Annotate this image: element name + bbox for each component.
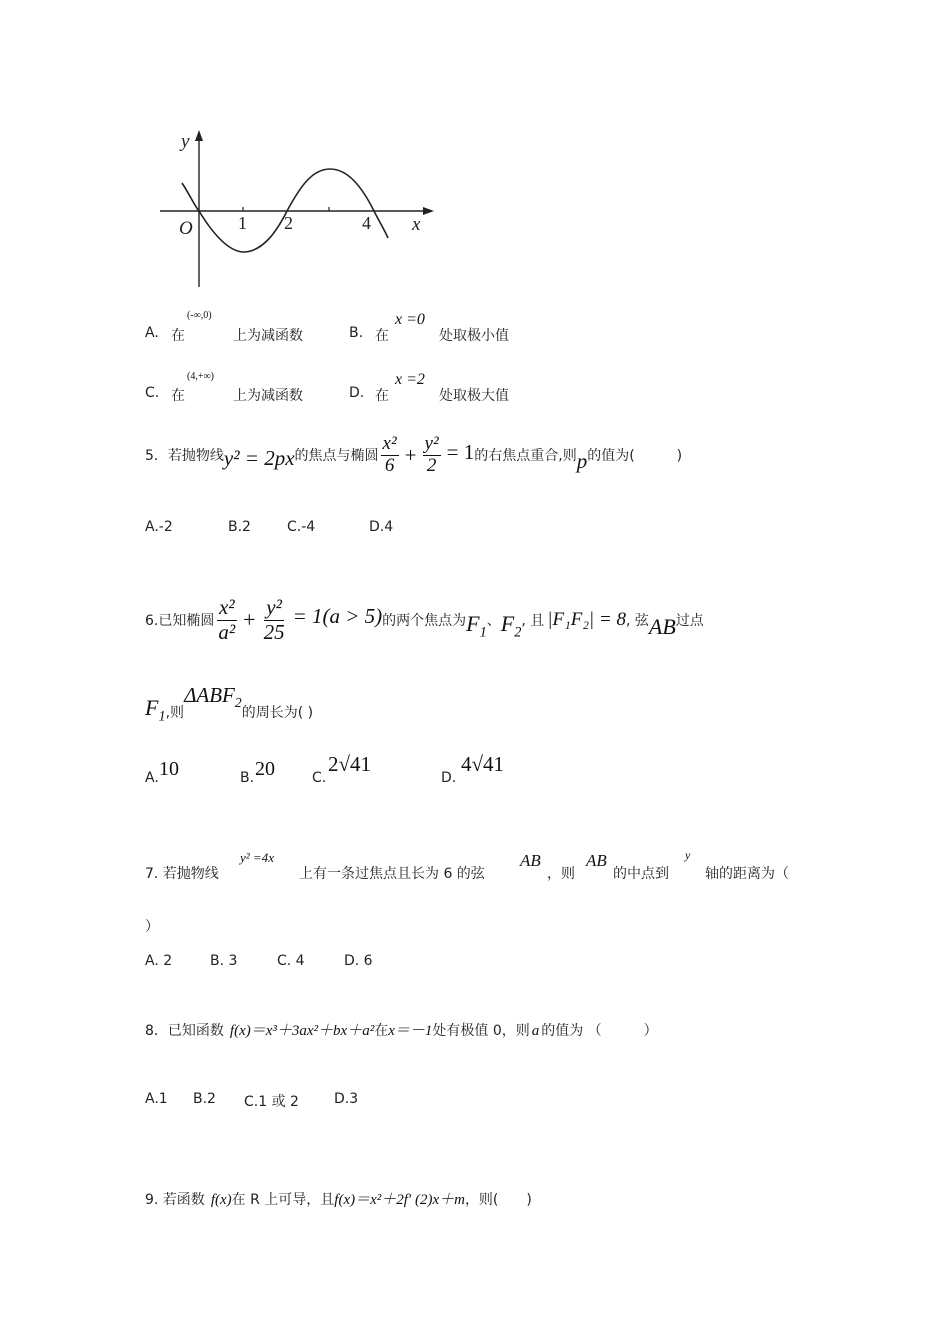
q7-end: 轴的距离为（	[705, 866, 789, 882]
q6-cond-pre: , 且	[521, 613, 545, 629]
tick-label-4: 4	[362, 213, 371, 233]
q7-mid3: 的中点到	[613, 866, 669, 882]
q6-option-c: C.	[312, 770, 327, 786]
q5-prefix: 5．若抛物线	[145, 448, 224, 464]
q6-option-a-value: 10	[159, 758, 179, 780]
q6-chord-post: 过点	[675, 613, 704, 629]
tick-label-2: 2	[284, 213, 293, 233]
q5-parabola: y² = 2px	[223, 445, 295, 470]
q9-mid: 在 R 上可导，且	[231, 1192, 335, 1208]
q5-option-a: A.-2	[145, 519, 173, 535]
option-d-prefix: D.	[349, 385, 365, 401]
q5-mid: 的焦点与椭圆	[294, 448, 379, 464]
question-5	[145, 425, 682, 485]
q7-parabola: y² =4x	[240, 850, 274, 865]
q6-f2-letter: F	[500, 610, 515, 636]
question-9	[145, 1188, 532, 1209]
q5-end: 的值为( )	[587, 448, 683, 464]
q6-chord: AB	[648, 614, 676, 639]
q5-option-c: C.-4	[287, 519, 316, 535]
q8-option-b: B.2	[193, 1091, 216, 1107]
q6-chord-pre: , 弦	[625, 613, 649, 629]
q9-func: f(x)	[210, 1192, 232, 1208]
q8-func: f(x)＝x³＋3ax²＋bx＋a²	[229, 1023, 375, 1039]
q6-frac2-num: y²	[266, 595, 282, 620]
q5-frac1-num: x²	[382, 432, 397, 454]
q8-option-c: C.1 或 2	[244, 1094, 299, 1110]
option-b-prefix: B.	[349, 325, 364, 341]
q7-option-a: A. 2	[145, 953, 173, 969]
q5-fraction-x	[381, 434, 399, 477]
q9-prefix: 9. 若函数	[145, 1192, 205, 1208]
q6-cond: |F₁F₂| = 8	[547, 609, 626, 630]
x-axis-arrow	[423, 207, 434, 215]
q5-frac1-den: 6	[384, 454, 395, 476]
q7-ab1: AB	[520, 851, 541, 870]
q9-end: ，则( )	[464, 1192, 532, 1208]
question-8	[145, 1019, 658, 1040]
option-a-interval: (-∞,0)	[187, 310, 212, 321]
y-axis-label: y	[181, 131, 190, 152]
q5-suffix: 的右焦点重合,则	[474, 448, 577, 464]
q6-line2-end: 的周长为( )	[241, 705, 314, 721]
x-axis-label: x	[412, 214, 421, 235]
q6-sep: 、	[486, 613, 501, 629]
q8-option-d: D.3	[334, 1091, 359, 1107]
q7-option-b: B. 3	[210, 953, 238, 969]
option-b-math: x =0	[395, 311, 425, 328]
option-c-mid: 在	[171, 388, 185, 404]
origin-label: O	[179, 218, 193, 239]
q5-option-d: D.4	[369, 519, 394, 535]
q6-f1: $F_1$	[466, 610, 487, 641]
function-graph	[150, 125, 440, 295]
q6-plus: +	[243, 607, 256, 632]
q6-fraction-x	[216, 596, 237, 643]
question-6-line2	[145, 682, 314, 725]
q7-y: y	[685, 848, 691, 862]
q6-prefix: 6.已知椭圆	[145, 613, 215, 629]
q8-option-a: A.1	[145, 1091, 168, 1107]
q7-prefix: 7. 若抛物线	[145, 866, 219, 882]
q6-line2-mid: ,则	[165, 705, 185, 721]
q5-fraction-y	[423, 434, 441, 477]
y-axis-arrow	[195, 130, 203, 141]
question-6	[145, 580, 704, 660]
q6-mid: 的两个焦点为	[382, 613, 467, 629]
q8-mid2: 处有极值 0，则	[432, 1023, 530, 1039]
tick-label-1: 1	[238, 213, 247, 233]
q8-end: 的值为 （ ）	[541, 1023, 658, 1039]
q9-expr: f(x)＝x²＋2f′ (2)x＋m	[334, 1192, 465, 1208]
q6-fraction-y	[262, 596, 287, 643]
q6-option-b: B.	[240, 770, 255, 786]
q6-eq-tail: = 1(a > 5)	[292, 603, 383, 628]
option-a-text: 上为减函数	[233, 328, 303, 344]
q5-var-p: p	[576, 448, 588, 473]
q6-option-c-value: 2√41	[328, 752, 372, 776]
q6-f1-letter: F	[466, 610, 480, 636]
option-c-prefix: C.	[145, 385, 160, 401]
q7-option-d: D. 6	[344, 953, 373, 969]
q6-triangle: $\Delta ABF_2$	[184, 682, 242, 710]
q6-triangle-text: ΔABF	[184, 682, 235, 707]
option-a-mid: 在	[171, 328, 185, 344]
q6-option-d: D.	[441, 770, 457, 786]
q8-mid: 在	[374, 1023, 389, 1039]
q8-var: a	[531, 1023, 540, 1039]
q6-frac1-den: a²	[218, 619, 236, 644]
q6-option-a: A.	[145, 770, 159, 786]
option-a-prefix: A.	[145, 325, 159, 341]
q7-mid: 上有一条过焦点且长为 6 的弦	[299, 866, 485, 882]
q6-line2-f1: $F_1$	[145, 694, 166, 724]
q7-mid2: ，则	[547, 866, 575, 882]
q5-eq-tail: = 1	[446, 439, 475, 464]
q6-frac2-den: 25	[263, 619, 285, 644]
q5-frac2-num: y²	[424, 432, 439, 454]
q8-prefix: 8．已知函数	[145, 1023, 224, 1039]
q6-option-d-value: 4√41	[461, 752, 505, 776]
option-b-text: 处取极小值	[439, 328, 509, 344]
q5-option-b: B.2	[228, 519, 251, 535]
q8-cond: x＝－1	[388, 1023, 433, 1039]
q6-f2: $F_2$	[500, 610, 522, 641]
option-c-text: 上为减函数	[233, 388, 303, 404]
q7-line2: ）	[145, 919, 159, 935]
option-d-math: x =2	[395, 371, 425, 388]
q6-line2-f1-letter: F	[145, 694, 159, 720]
q6-frac1-num: x²	[218, 595, 235, 620]
q6-option-b-value: 20	[255, 758, 275, 780]
option-d-mid: 在	[375, 388, 389, 404]
option-c-interval: (4,+∞)	[187, 371, 214, 382]
option-b-mid: 在	[375, 328, 389, 344]
q7-ab2: AB	[586, 851, 607, 870]
option-d-text: 处取极大值	[439, 388, 509, 404]
q7-option-c: C. 4	[277, 953, 305, 969]
q5-plus: +	[404, 442, 417, 467]
q5-frac2-den: 2	[426, 454, 437, 476]
